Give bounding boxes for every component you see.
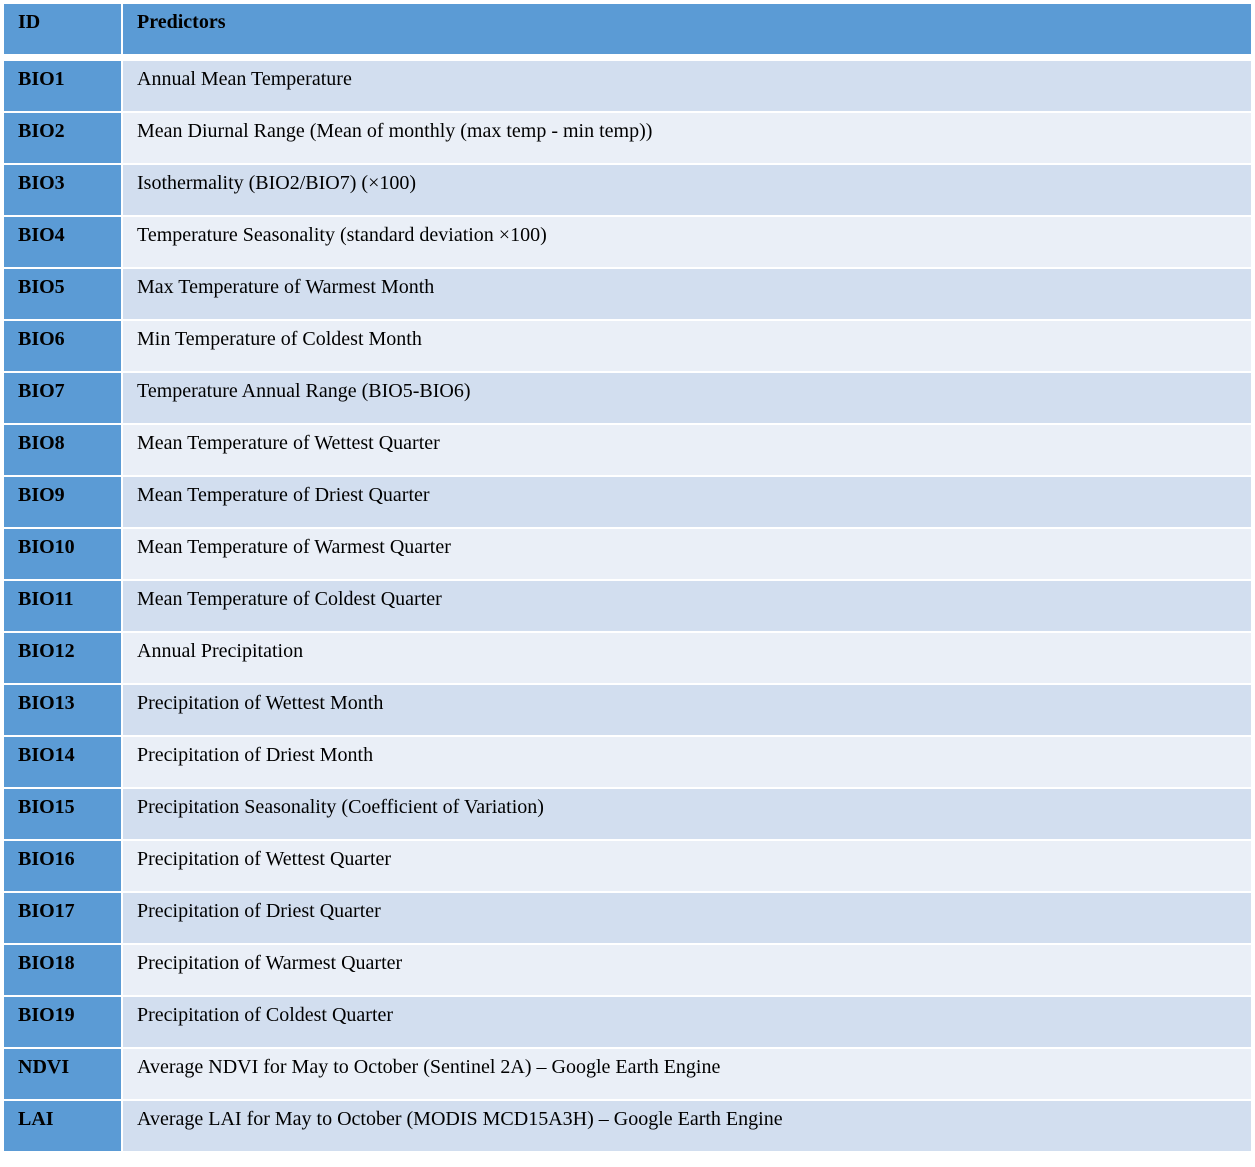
table-row — [4, 581, 1251, 631]
row-id-cell: BIO11 — [4, 581, 121, 631]
row-predictor-cell: Temperature Annual Range (BIO5-BIO6) — [123, 373, 1251, 423]
row-predictor-cell: Mean Diurnal Range (Mean of monthly (max temp - min temp)) — [123, 113, 1251, 163]
row-predictor-cell: Precipitation of Wettest Month — [123, 685, 1251, 735]
table-row — [4, 893, 1251, 943]
row-predictor-cell: Min Temperature of Coldest Month — [123, 321, 1251, 371]
row-id-cell: BIO5 — [4, 269, 121, 319]
row-id-cell: BIO15 — [4, 789, 121, 839]
row-id-cell: BIO7 — [4, 373, 121, 423]
row-predictor-cell: Mean Temperature of Wettest Quarter — [123, 425, 1251, 475]
header-id: ID — [4, 4, 121, 54]
table-row — [4, 997, 1251, 1047]
table-row — [4, 165, 1251, 215]
table-row — [4, 1049, 1251, 1099]
header-divider — [4, 54, 1251, 61]
row-predictor-cell: Max Temperature of Warmest Month — [123, 269, 1251, 319]
row-id-cell: BIO14 — [4, 737, 121, 787]
row-id-cell: BIO4 — [4, 217, 121, 267]
row-id-cell: BIO3 — [4, 165, 121, 215]
table-row — [4, 685, 1251, 735]
row-predictor-cell: Annual Precipitation — [123, 633, 1251, 683]
row-id-cell: BIO8 — [4, 425, 121, 475]
table-row — [4, 789, 1251, 839]
table-row — [4, 737, 1251, 787]
table-body — [4, 61, 1251, 1151]
table-row — [4, 633, 1251, 683]
row-predictor-cell: Mean Temperature of Coldest Quarter — [123, 581, 1251, 631]
table-row — [4, 373, 1251, 423]
row-id-cell: BIO16 — [4, 841, 121, 891]
row-predictor-cell: Annual Mean Temperature — [123, 61, 1251, 111]
row-predictor-cell: Temperature Seasonality (standard deviation ×100) — [123, 217, 1251, 267]
row-predictor-cell: Mean Temperature of Driest Quarter — [123, 477, 1251, 527]
row-id-cell: BIO1 — [4, 61, 121, 111]
table-row — [4, 477, 1251, 527]
row-id-cell: BIO12 — [4, 633, 121, 683]
row-predictor-cell: Average LAI for May to October (MODIS MCD15A3H) – Google Earth Engine — [123, 1101, 1251, 1151]
row-id-cell: BIO6 — [4, 321, 121, 371]
row-predictor-cell: Precipitation Seasonality (Coefficient of Variation) — [123, 789, 1251, 839]
table-row — [4, 113, 1251, 163]
row-id-cell: BIO19 — [4, 997, 121, 1047]
header-predictors: Predictors — [123, 4, 1251, 54]
table-row — [4, 269, 1251, 319]
table-row — [4, 425, 1251, 475]
row-id-cell: BIO2 — [4, 113, 121, 163]
table-header-row — [4, 4, 1251, 54]
table-row — [4, 945, 1251, 995]
table-row — [4, 841, 1251, 891]
row-predictor-cell: Isothermality (BIO2/BIO7) (×100) — [123, 165, 1251, 215]
row-predictor-cell: Mean Temperature of Warmest Quarter — [123, 529, 1251, 579]
row-predictor-cell: Precipitation of Driest Month — [123, 737, 1251, 787]
row-id-cell: NDVI — [4, 1049, 121, 1099]
row-predictor-cell: Precipitation of Driest Quarter — [123, 893, 1251, 943]
row-id-cell: LAI — [4, 1101, 121, 1151]
table-row — [4, 1101, 1251, 1151]
row-id-cell: BIO17 — [4, 893, 121, 943]
row-predictor-cell: Precipitation of Coldest Quarter — [123, 997, 1251, 1047]
table-row — [4, 321, 1251, 371]
row-id-cell: BIO9 — [4, 477, 121, 527]
row-id-cell: BIO13 — [4, 685, 121, 735]
row-predictor-cell: Precipitation of Warmest Quarter — [123, 945, 1251, 995]
table-row — [4, 217, 1251, 267]
row-id-cell: BIO18 — [4, 945, 121, 995]
table-row — [4, 61, 1251, 111]
row-predictor-cell: Average NDVI for May to October (Sentinel 2A) – Google Earth Engine — [123, 1049, 1251, 1099]
predictors-table — [4, 4, 1251, 1151]
table-row — [4, 529, 1251, 579]
row-predictor-cell: Precipitation of Wettest Quarter — [123, 841, 1251, 891]
row-id-cell: BIO10 — [4, 529, 121, 579]
